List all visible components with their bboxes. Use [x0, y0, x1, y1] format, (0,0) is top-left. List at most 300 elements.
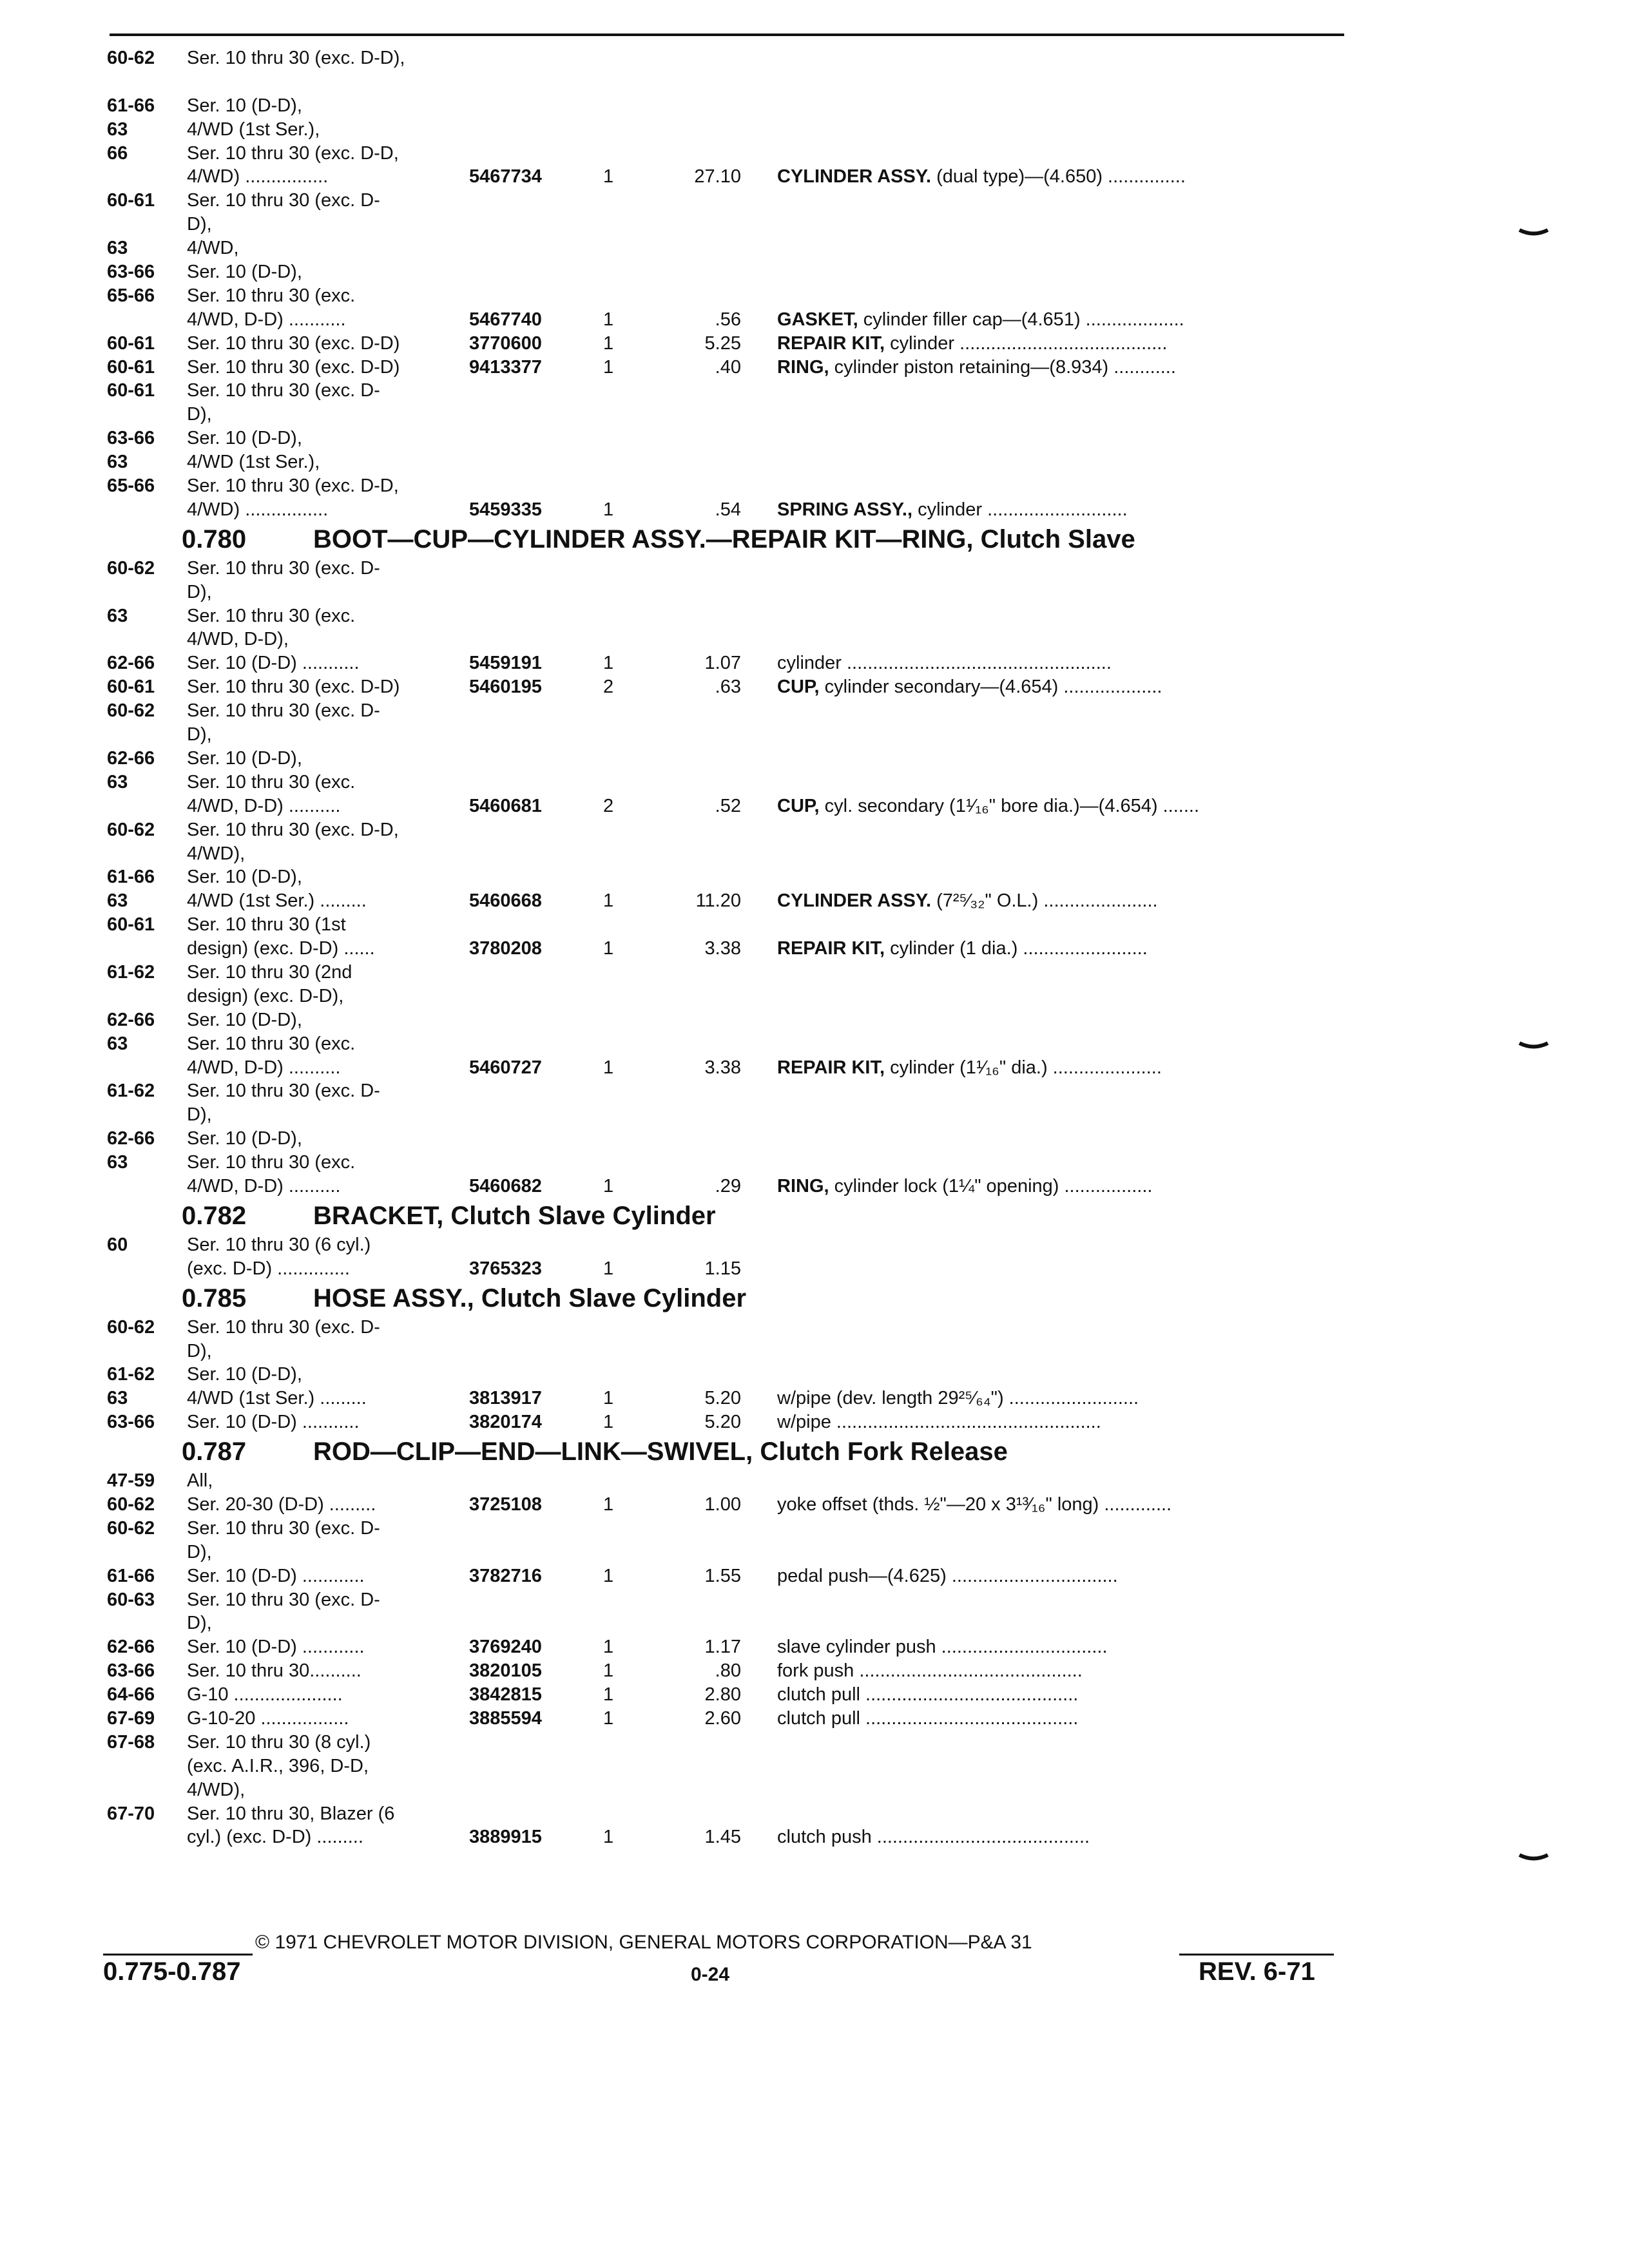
- part-number: 3889915: [469, 1827, 542, 1848]
- price: .56: [715, 309, 741, 330]
- model-years: 63: [107, 238, 128, 259]
- model-years: 63: [107, 452, 128, 473]
- parts-row: [0, 1079, 1629, 1103]
- parts-row: [0, 889, 1629, 913]
- part-number: 3820105: [469, 1660, 542, 1682]
- part-name-detail: yoke offset (thds. ½"—20 x 3¹³⁄₁₆" long) .............: [777, 1494, 1172, 1515]
- price: 1.45: [704, 1827, 741, 1848]
- parts-row: [0, 794, 1629, 818]
- model-years: 62-66: [107, 1128, 155, 1149]
- parts-row: [0, 427, 1629, 450]
- part-name-detail: cylinder ...........................: [912, 499, 1128, 520]
- application-text: 4/WD),: [187, 843, 246, 864]
- part-name-bold: REPAIR KIT,: [777, 332, 885, 354]
- quantity: 1: [603, 1565, 614, 1586]
- binding-mark: [1518, 228, 1549, 237]
- model-years: 63-66: [107, 1412, 155, 1433]
- parts-row: [0, 213, 1629, 236]
- application-text: 4/WD, D-D),: [187, 629, 289, 650]
- application-text: Ser. 10 (D-D) ............: [187, 1565, 365, 1586]
- group-range: 0.775-0.787: [103, 1957, 241, 1986]
- parts-row: [0, 1564, 1629, 1588]
- quantity: 1: [603, 1684, 614, 1706]
- quantity: 1: [603, 1637, 614, 1658]
- part-name-bold: CUP,: [777, 795, 820, 816]
- model-years: 67-70: [107, 1803, 155, 1824]
- application-text: Ser. 10 thru 30 (exc. D-D,: [187, 819, 399, 840]
- part-name: [777, 1707, 1344, 1731]
- part-name: [777, 1410, 1344, 1434]
- parts-row: [0, 604, 1629, 628]
- application-text: D),: [187, 581, 212, 602]
- model-years: 61-66: [107, 1565, 155, 1586]
- parts-row: [0, 818, 1629, 842]
- parts-row: [0, 356, 1629, 380]
- parts-row: [0, 498, 1629, 522]
- model-years: 63: [107, 1033, 128, 1054]
- application-text: Ser. 10 thru 30 (exc.: [187, 771, 356, 793]
- parts-row: [0, 284, 1629, 308]
- parts-row: [0, 865, 1629, 889]
- part-name-bold: CYLINDER ASSY.: [777, 890, 932, 912]
- model-years: 63-66: [107, 1660, 155, 1682]
- quantity: 1: [603, 1494, 614, 1515]
- part-name-bold: RING,: [777, 356, 829, 378]
- part-name-detail: cylinder lock (1¼" opening) .................: [829, 1175, 1153, 1196]
- model-years: 60-63: [107, 1589, 155, 1610]
- application-text: Ser. 10 thru 30..........: [187, 1660, 361, 1682]
- quantity: 1: [603, 890, 614, 912]
- price: .63: [715, 677, 741, 698]
- application-text: Ser. 10 thru 30 (exc. D-: [187, 1517, 380, 1539]
- section-heading-0782: [0, 1198, 1629, 1233]
- parts-block-782: [0, 1233, 1629, 1281]
- application-text: Ser. 10 thru 30 (exc. D-: [187, 700, 380, 722]
- parts-row: [0, 1257, 1629, 1281]
- application-text: Ser. 10 thru 30 (exc. D-: [187, 380, 380, 401]
- model-years: 63: [107, 1152, 128, 1173]
- application-text: Ser. 10 (D-D),: [187, 1364, 302, 1385]
- price: 3.38: [704, 1057, 741, 1078]
- binding-mark: [1518, 1041, 1549, 1050]
- parts-row: [0, 189, 1629, 213]
- parts-row: [0, 1635, 1629, 1659]
- part-number: 3813917: [469, 1388, 542, 1409]
- parts-block-775: [0, 46, 1629, 522]
- application-text: Ser. 10 thru 30 (exc.: [187, 605, 356, 626]
- application-text: Ser. 10 thru 30 (exc. D-D): [187, 677, 400, 698]
- quantity: 2: [603, 795, 614, 816]
- model-years: 62-66: [107, 1009, 155, 1030]
- part-name: [777, 332, 1344, 356]
- footer-rule-left: [103, 1954, 253, 1956]
- part-name-detail: cylinder piston retaining—(8.934) ............: [829, 356, 1176, 378]
- section-heading-0787: [0, 1434, 1629, 1469]
- parts-row: [0, 474, 1629, 498]
- part-name-bold: GASKET,: [777, 309, 858, 330]
- parts-row: [0, 403, 1629, 427]
- model-years: 61-62: [107, 961, 155, 983]
- section-heading-0785: [0, 1281, 1629, 1316]
- part-number: 5460668: [469, 890, 542, 912]
- copyright-notice: © 1971 CHEVROLET MOTOR DIVISION, GENERAL MOTORS CORPORATION—P&A 31: [255, 1932, 1032, 1953]
- application-text: Ser. 10 thru 30 (8 cyl.): [187, 1731, 371, 1753]
- part-name: [777, 794, 1344, 818]
- part-name: [777, 356, 1344, 380]
- application-text: Ser. 10 thru 30 (exc.: [187, 1152, 356, 1173]
- application-text: G-10-20 .................: [187, 1708, 349, 1729]
- price: 27.10: [694, 166, 741, 187]
- quantity: 1: [603, 1660, 614, 1682]
- model-years: 65-66: [107, 476, 155, 497]
- quantity: 1: [603, 356, 614, 378]
- page-number: 0-24: [691, 1964, 730, 1985]
- application-text: D),: [187, 1541, 212, 1562]
- parts-row: [0, 1469, 1629, 1493]
- application-text: G-10 .....................: [187, 1684, 343, 1706]
- price: 2.60: [704, 1708, 741, 1729]
- parts-row: [0, 1754, 1629, 1778]
- part-name: [777, 1659, 1344, 1683]
- model-years: 60-62: [107, 1517, 155, 1539]
- application-text: Ser. 10 thru 30 (exc. D-D,: [187, 476, 399, 497]
- parts-row: [0, 1175, 1629, 1198]
- parts-row: [0, 1103, 1629, 1127]
- parts-row: [0, 1611, 1629, 1635]
- model-years: 60-61: [107, 677, 155, 698]
- section-title: ROD—CLIP—END—LINK—SWIVEL, Clutch Fork Release: [313, 1437, 1008, 1466]
- parts-row: [0, 699, 1629, 723]
- model-years: 63: [107, 119, 128, 140]
- parts-row: [0, 985, 1629, 1008]
- parts-row: [0, 842, 1629, 866]
- section-number: 0.787: [182, 1437, 247, 1466]
- application-text: Ser. 10 thru 30 (exc. D-D): [187, 356, 400, 378]
- application-text: Ser. 20-30 (D-D) .........: [187, 1494, 376, 1515]
- application-text: 4/WD (1st Ser.) .........: [187, 890, 367, 912]
- parts-row: [0, 1387, 1629, 1410]
- application-text: D),: [187, 724, 212, 745]
- price: .54: [715, 499, 741, 520]
- part-number: 5467734: [469, 166, 542, 187]
- model-years: 63: [107, 605, 128, 626]
- model-years: 60: [107, 1234, 128, 1255]
- model-years: 60-61: [107, 332, 155, 354]
- application-text: cyl.) (exc. D-D) .........: [187, 1827, 363, 1848]
- part-name: [777, 675, 1344, 699]
- part-name-detail: cylinder secondary—(4.654) ...................: [819, 677, 1162, 698]
- application-text: Ser. 10 (D-D),: [187, 428, 302, 449]
- application-text: Ser. 10 thru 30 (exc.: [187, 285, 356, 306]
- part-number: 5460682: [469, 1175, 542, 1196]
- model-years: 60-61: [107, 914, 155, 936]
- parts-row: [0, 1151, 1629, 1175]
- parts-row: [0, 747, 1629, 771]
- revision-label: REV. 6-71: [1199, 1957, 1315, 1986]
- part-name: [777, 308, 1344, 332]
- price: 2.80: [704, 1684, 741, 1706]
- application-text: Ser. 10 thru 30 (1st: [187, 914, 346, 936]
- quantity: 1: [603, 1827, 614, 1848]
- binding-mark: [1518, 1853, 1549, 1862]
- part-number: 3725108: [469, 1494, 542, 1515]
- parts-row: [0, 332, 1629, 356]
- quantity: 1: [603, 1412, 614, 1433]
- application-text: design) (exc. D-D),: [187, 985, 344, 1006]
- parts-row: [0, 1541, 1629, 1564]
- application-text: 4/WD (1st Ser.),: [187, 119, 320, 140]
- part-name: [777, 498, 1344, 522]
- application-text: 4/WD,: [187, 238, 239, 259]
- price: 3.38: [704, 938, 741, 959]
- model-years: 47-59: [107, 1470, 155, 1492]
- parts-row: [0, 581, 1629, 604]
- parts-row: [0, 379, 1629, 403]
- application-text: 4/WD) ................: [187, 499, 329, 520]
- model-years: 60-62: [107, 819, 155, 840]
- part-name-detail: cylinder (1¹⁄₁₆" dia.) .....................: [885, 1057, 1162, 1078]
- model-years: 60-62: [107, 557, 155, 579]
- application-text: Ser. 10 (D-D),: [187, 747, 302, 769]
- part-number: 3782716: [469, 1565, 542, 1586]
- part-number: 3780208: [469, 938, 542, 959]
- spacer: [0, 70, 1629, 94]
- part-number: 5459191: [469, 653, 542, 674]
- model-years: 62-66: [107, 1637, 155, 1658]
- part-name-bold: CUP,: [777, 677, 820, 698]
- model-years: 63-66: [107, 262, 155, 283]
- model-years: 67-68: [107, 1731, 155, 1753]
- model-years: 60-61: [107, 356, 155, 378]
- application-text: Ser. 10 thru 30 (exc. D-: [187, 190, 380, 211]
- price: 5.20: [704, 1412, 741, 1433]
- application-text: 4/WD) ................: [187, 166, 329, 187]
- parts-row: [0, 142, 1629, 166]
- quantity: 1: [603, 309, 614, 330]
- parts-row: [0, 46, 1629, 70]
- application-text: Ser. 10 (D-D),: [187, 1128, 302, 1149]
- price: 5.25: [704, 332, 741, 354]
- application-text: Ser. 10 (D-D) ...........: [187, 1412, 360, 1433]
- quantity: 1: [603, 653, 614, 674]
- part-name-detail: cylinder ........................................: [885, 332, 1168, 354]
- model-years: 63: [107, 890, 128, 912]
- application-text: D),: [187, 214, 212, 235]
- section-number: 0.785: [182, 1283, 247, 1312]
- parts-row: [0, 1233, 1629, 1257]
- part-number: 5460195: [469, 677, 542, 698]
- model-years: 63-66: [107, 428, 155, 449]
- application-text: 4/WD, D-D) ...........: [187, 309, 346, 330]
- section-heading-0780: [0, 522, 1629, 557]
- price: .80: [715, 1660, 741, 1682]
- application-text: Ser. 10 thru 30 (exc.: [187, 1033, 356, 1054]
- part-name: [777, 1387, 1344, 1410]
- parts-block-780: [0, 557, 1629, 1198]
- application-text: D),: [187, 1340, 212, 1361]
- application-text: D),: [187, 1104, 212, 1126]
- quantity: 1: [603, 1057, 614, 1078]
- parts-row: [0, 675, 1629, 699]
- quantity: 1: [603, 938, 614, 959]
- application-text: Ser. 10 (D-D),: [187, 95, 302, 116]
- application-text: All,: [187, 1470, 213, 1492]
- part-number: 5459335: [469, 499, 542, 520]
- application-text: Ser. 10 (D-D),: [187, 867, 302, 888]
- part-name: [777, 651, 1344, 675]
- model-years: 61-62: [107, 1364, 155, 1385]
- part-name: [777, 1564, 1344, 1588]
- application-text: (exc. A.I.R., 396, D-D,: [187, 1755, 369, 1776]
- parts-row: [0, 1731, 1629, 1754]
- parts-row: [0, 450, 1629, 474]
- price: 1.07: [704, 653, 741, 674]
- application-text: Ser. 10 (D-D) ...........: [187, 653, 360, 674]
- model-years: 67-69: [107, 1708, 155, 1729]
- price: .29: [715, 1175, 741, 1196]
- model-years: 66: [107, 142, 128, 164]
- model-years: 63: [107, 1388, 128, 1409]
- parts-row: [0, 236, 1629, 260]
- part-name-detail: fork push ...........................................: [777, 1660, 1083, 1682]
- quantity: 1: [603, 332, 614, 354]
- part-name-detail: cylinder (1 dia.) ........................: [885, 938, 1148, 959]
- model-years: 61-62: [107, 1081, 155, 1102]
- model-years: 62-66: [107, 747, 155, 769]
- application-text: 4/WD (1st Ser.),: [187, 452, 320, 473]
- model-years: 60-62: [107, 1316, 155, 1338]
- parts-row: [0, 1316, 1629, 1340]
- parts-row: [0, 1363, 1629, 1387]
- part-name-detail: clutch pull .........................................: [777, 1684, 1079, 1706]
- model-years: 61-66: [107, 95, 155, 116]
- parts-row: [0, 308, 1629, 332]
- part-name-bold: SPRING ASSY.,: [777, 499, 913, 520]
- application-text: (exc. D-D) ..............: [187, 1258, 350, 1279]
- model-years: 60-61: [107, 190, 155, 211]
- quantity: 2: [603, 677, 614, 698]
- application-text: Ser. 10 (D-D),: [187, 262, 302, 283]
- parts-row: [0, 937, 1629, 961]
- price: .52: [715, 795, 741, 816]
- part-name: [777, 1683, 1344, 1707]
- parts-row: [0, 771, 1629, 794]
- model-years: 63: [107, 771, 128, 793]
- part-name: [777, 165, 1344, 189]
- part-number: 5460727: [469, 1057, 542, 1078]
- part-name-detail: (dual type)—(4.650) ...............: [931, 166, 1186, 187]
- part-name-bold: RING,: [777, 1175, 829, 1196]
- part-name: [777, 1493, 1344, 1517]
- application-text: Ser. 10 thru 30, Blazer (6: [187, 1803, 395, 1824]
- part-name-detail: w/pipe (dev. length 29²⁵⁄₆₄") .........................: [777, 1388, 1139, 1409]
- parts-row: [0, 651, 1629, 675]
- part-name-bold: REPAIR KIT,: [777, 1057, 885, 1078]
- application-text: Ser. 10 thru 30 (exc. D-D): [187, 332, 400, 354]
- part-name-detail: cylinder filler cap—(4.651) ...................: [858, 309, 1184, 330]
- quantity: 1: [603, 499, 614, 520]
- quantity: 1: [603, 1258, 614, 1279]
- application-text: Ser. 10 thru 30 (exc. D-D,: [187, 142, 399, 164]
- model-years: 62-66: [107, 653, 155, 674]
- part-name: [777, 1825, 1344, 1849]
- application-text: Ser. 10 thru 30 (6 cyl.): [187, 1234, 371, 1255]
- parts-row: [0, 1588, 1629, 1612]
- footer-rule-right: [1179, 1954, 1334, 1956]
- application-text: design) (exc. D-D) ......: [187, 938, 375, 959]
- parts-row: [0, 913, 1629, 937]
- parts-row: [0, 1340, 1629, 1363]
- part-number: 3820174: [469, 1412, 542, 1433]
- part-name-detail: slave cylinder push ................................: [777, 1637, 1108, 1658]
- section-title: HOSE ASSY., Clutch Slave Cylinder: [313, 1283, 747, 1312]
- parts-row: [0, 1659, 1629, 1683]
- parts-row: [0, 1778, 1629, 1802]
- parts-row: [0, 1683, 1629, 1707]
- model-years: 61-66: [107, 867, 155, 888]
- part-number: 3769240: [469, 1637, 542, 1658]
- application-text: Ser. 10 thru 30 (exc. D-: [187, 1589, 380, 1610]
- part-number: 3765323: [469, 1258, 542, 1279]
- part-name: [777, 937, 1344, 961]
- part-name-detail: pedal push—(4.625) ................................: [777, 1565, 1118, 1586]
- application-text: 4/WD, D-D) ..........: [187, 1057, 341, 1078]
- part-name-detail: (7²⁵⁄₃₂" O.L.) ......................: [931, 890, 1158, 912]
- part-name: [777, 1635, 1344, 1659]
- part-name-detail: w/pipe ...................................................: [777, 1412, 1101, 1433]
- application-text: Ser. 10 thru 30 (exc. D-: [187, 557, 380, 579]
- parts-row: [0, 1410, 1629, 1434]
- application-text: Ser. 10 thru 30 (2nd: [187, 961, 352, 983]
- model-years: 60-61: [107, 380, 155, 401]
- parts-row: [0, 628, 1629, 651]
- application-text: Ser. 10 (D-D),: [187, 1009, 302, 1030]
- part-name-bold: REPAIR KIT,: [777, 938, 885, 959]
- section-title: BRACKET, Clutch Slave Cylinder: [313, 1201, 716, 1230]
- price: 1.15: [704, 1258, 741, 1279]
- parts-row: [0, 723, 1629, 747]
- part-name: [777, 889, 1344, 913]
- parts-block-787: [0, 1469, 1629, 1849]
- part-name: [777, 1056, 1344, 1080]
- quantity: 1: [603, 1708, 614, 1729]
- part-number: 5467740: [469, 309, 542, 330]
- parts-row: [0, 1008, 1629, 1032]
- application-text: Ser. 10 thru 30 (exc. D-: [187, 1316, 380, 1338]
- quantity: 1: [603, 1175, 614, 1196]
- price: 1.17: [704, 1637, 741, 1658]
- parts-row: [0, 260, 1629, 284]
- part-name-detail: cyl. secondary (1¹⁄₁₆" bore dia.)—(4.654) .......: [819, 795, 1200, 816]
- parts-row: [0, 1802, 1629, 1826]
- parts-row: [0, 1517, 1629, 1541]
- model-years: 60-62: [107, 1494, 155, 1515]
- parts-row: [0, 1825, 1629, 1849]
- application-text: D),: [187, 404, 212, 425]
- quantity: 1: [603, 1388, 614, 1409]
- quantity: 1: [603, 166, 614, 187]
- part-name-bold: CYLINDER ASSY.: [777, 166, 932, 187]
- parts-row: [0, 1056, 1629, 1080]
- parts-listing: [0, 46, 1629, 1849]
- application-text: Ser. 10 thru 30 (exc. D-: [187, 1081, 380, 1102]
- parts-block-785: [0, 1316, 1629, 1434]
- part-name-detail: clutch push .........................................: [777, 1827, 1090, 1848]
- application-text: 4/WD),: [187, 1779, 246, 1800]
- parts-row: [0, 118, 1629, 142]
- part-name-detail: cylinder ...................................................: [777, 653, 1112, 674]
- application-text: 4/WD, D-D) ..........: [187, 1175, 341, 1196]
